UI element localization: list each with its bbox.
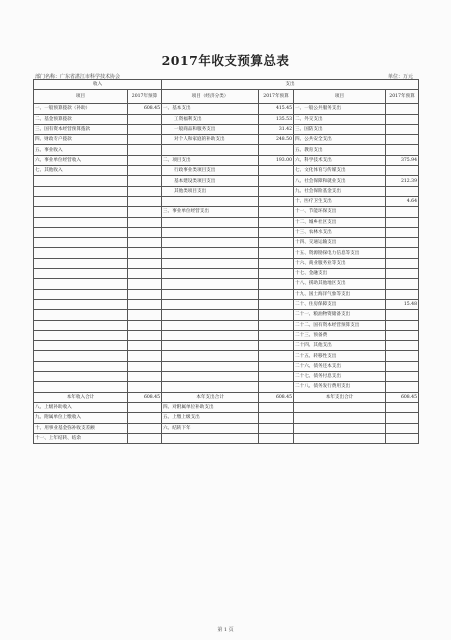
econ-item: 对个人和家庭的补助支出 <box>162 135 259 145</box>
table-row <box>34 320 419 330</box>
func-value <box>386 207 419 217</box>
func-value <box>386 258 419 268</box>
table-row <box>34 186 419 196</box>
income-value <box>128 351 162 361</box>
func-value: 212.39 <box>386 176 419 186</box>
econ-value <box>259 330 294 340</box>
econ-item <box>162 310 259 320</box>
table-row <box>34 423 419 433</box>
income-item <box>34 279 128 289</box>
func-value: 608.45 <box>386 392 419 402</box>
func-item: 五、教育支出 <box>294 145 386 155</box>
func-item: 十四、交通运输支出 <box>294 238 386 248</box>
func-value <box>386 135 419 145</box>
income-value <box>128 135 162 145</box>
func-value <box>386 104 419 114</box>
econ-value <box>259 227 294 237</box>
econ-item: 其他类项目支出 <box>162 186 259 196</box>
table-row <box>34 135 419 145</box>
econ-item: 基本建设类项目支出 <box>162 176 259 186</box>
func-value <box>386 145 419 155</box>
income-value <box>128 186 162 196</box>
income-item <box>34 330 128 340</box>
budget-table <box>33 79 419 444</box>
table-row <box>34 341 419 351</box>
econ-item <box>162 258 259 268</box>
income-value <box>128 433 162 443</box>
econ-item: 三、事业单位经营支出 <box>162 207 259 217</box>
func-item-header: 项目 <box>294 90 386 104</box>
table-row <box>34 299 419 309</box>
table-row <box>34 433 419 443</box>
econ-value <box>259 207 294 217</box>
func-item: 本年支出合计 <box>294 392 386 402</box>
func-value <box>386 330 419 340</box>
income-item <box>34 351 128 361</box>
econ-value <box>259 176 294 186</box>
income-value <box>128 166 162 176</box>
income-item: 八、上级补助收入 <box>34 402 128 412</box>
income-item <box>34 238 128 248</box>
table-row <box>34 114 419 124</box>
income-value <box>128 238 162 248</box>
func-item: 二十四、其他支出 <box>294 341 386 351</box>
income-item <box>34 310 128 320</box>
expenditure-header: 支出 <box>162 80 419 90</box>
income-item <box>34 382 128 392</box>
func-value <box>386 166 419 176</box>
income-value <box>128 248 162 258</box>
econ-item <box>162 227 259 237</box>
func-item: 十九、国土海洋气象等支出 <box>294 289 386 299</box>
func-item: 二十、住房保障支出 <box>294 299 386 309</box>
func-item <box>294 413 386 423</box>
income-item: 本年收入合计 <box>34 392 128 402</box>
econ-value <box>259 269 294 279</box>
page-title: 2017年收支预算总表 <box>161 53 290 68</box>
func-item: 二十七、债务付息支出 <box>294 372 386 382</box>
table-row <box>34 289 419 299</box>
income-item: 四、财政专户拨款 <box>34 135 128 145</box>
func-item: 十一、节能环保支出 <box>294 207 386 217</box>
income-item <box>34 258 128 268</box>
econ-value <box>259 258 294 268</box>
func-value <box>386 372 419 382</box>
econ-item: 本年支出合计 <box>162 392 259 402</box>
econ-item <box>162 372 259 382</box>
income-item: 三、国有资本经营预算拨款 <box>34 124 128 134</box>
func-item: 十六、商业服务业等支出 <box>294 258 386 268</box>
income-item: 二、基金预算拨款 <box>34 114 128 124</box>
table-row <box>34 104 419 114</box>
income-value <box>128 207 162 217</box>
func-value <box>386 248 419 258</box>
income-value <box>128 176 162 186</box>
func-item: 六、科学技术支出 <box>294 155 386 165</box>
table-row <box>34 413 419 423</box>
income-value <box>128 155 162 165</box>
econ-value <box>259 423 294 433</box>
econ-item: 行政事业类项目支出 <box>162 166 259 176</box>
econ-value <box>259 341 294 351</box>
econ-value <box>259 372 294 382</box>
func-item: 十、医疗卫生支出 <box>294 196 386 206</box>
func-item: 十七、金融支出 <box>294 269 386 279</box>
department-name: 部门名称：广东省湛江市科学技术协会 <box>35 74 121 80</box>
income-value <box>128 372 162 382</box>
econ-item: 工资福利支出 <box>162 114 259 124</box>
income-budget-header: 2017年预算 <box>128 90 162 104</box>
func-value <box>386 341 419 351</box>
func-value <box>386 402 419 412</box>
income-item: 五、事业收入 <box>34 145 128 155</box>
func-item: 三、国防支出 <box>294 124 386 134</box>
econ-value: 31.42 <box>259 124 294 134</box>
income-item: 十一、上年结转、结余 <box>34 433 128 443</box>
income-value: 608.45 <box>128 392 162 402</box>
econ-item: 一般商品和服务支出 <box>162 124 259 134</box>
income-value <box>128 196 162 206</box>
income-item <box>34 186 128 196</box>
func-item: 二十五、转移性支出 <box>294 351 386 361</box>
func-value <box>386 433 419 443</box>
income-item <box>34 196 128 206</box>
func-item: 十二、城乡社区支出 <box>294 217 386 227</box>
table-body <box>34 104 419 444</box>
table-row <box>34 227 419 237</box>
econ-item <box>162 269 259 279</box>
income-item <box>34 269 128 279</box>
econ-item <box>162 341 259 351</box>
econ-value <box>259 320 294 330</box>
table-row <box>34 207 419 217</box>
unit-label: 单位：万元 <box>387 74 413 80</box>
econ-value <box>259 186 294 196</box>
income-item <box>34 217 128 227</box>
income-value <box>128 330 162 340</box>
table-row <box>34 382 419 392</box>
table-row <box>34 124 419 134</box>
func-value <box>386 269 419 279</box>
income-value <box>128 145 162 155</box>
income-item: 十、用事业基金弥补收支差额 <box>34 423 128 433</box>
func-item: 二十一、粮油物资储备支出 <box>294 310 386 320</box>
func-item <box>294 423 386 433</box>
income-value: 608.45 <box>128 104 162 114</box>
econ-item <box>162 279 259 289</box>
table-row <box>34 361 419 371</box>
func-item: 七、文化体育与传媒支出 <box>294 166 386 176</box>
func-item: 八、社会保障和就业支出 <box>294 176 386 186</box>
econ-budget-header: 2017年预算 <box>259 90 294 104</box>
income-value <box>128 361 162 371</box>
func-value <box>386 114 419 124</box>
econ-item <box>162 145 259 155</box>
func-value <box>386 413 419 423</box>
table-row <box>34 269 419 279</box>
econ-item <box>162 320 259 330</box>
econ-item: 四、对附属单位补助支出 <box>162 402 259 412</box>
func-item: 二十三、预备费 <box>294 330 386 340</box>
table-row <box>34 238 419 248</box>
income-item <box>34 361 128 371</box>
income-item: 九、附属单位上缴收入 <box>34 413 128 423</box>
income-value <box>128 320 162 330</box>
income-item: 一、一般预算拨款（补助） <box>34 104 128 114</box>
income-value <box>128 299 162 309</box>
econ-value <box>259 413 294 423</box>
econ-value <box>259 196 294 206</box>
econ-value <box>259 361 294 371</box>
func-value <box>386 289 419 299</box>
func-item: 一、一般公共服务支出 <box>294 104 386 114</box>
econ-value <box>259 145 294 155</box>
econ-value <box>259 248 294 258</box>
func-value <box>386 217 419 227</box>
econ-value <box>259 166 294 176</box>
func-value <box>386 361 419 371</box>
econ-item <box>162 382 259 392</box>
econ-value: 415.45 <box>259 104 294 114</box>
income-value <box>128 227 162 237</box>
econ-item <box>162 289 259 299</box>
econ-item: 六、结转下年 <box>162 423 259 433</box>
func-value <box>386 382 419 392</box>
econ-value <box>259 382 294 392</box>
econ-item <box>162 196 259 206</box>
econ-item <box>162 351 259 361</box>
table-row <box>34 145 419 155</box>
func-item: 四、公共安全支出 <box>294 135 386 145</box>
econ-item: 五、上缴上级支出 <box>162 413 259 423</box>
income-value <box>128 217 162 227</box>
econ-value: 135.53 <box>259 114 294 124</box>
econ-value: 248.50 <box>259 135 294 145</box>
econ-item <box>162 361 259 371</box>
table-row <box>34 155 419 165</box>
income-value <box>128 279 162 289</box>
income-item <box>34 289 128 299</box>
econ-item <box>162 330 259 340</box>
econ-value <box>259 279 294 289</box>
income-item <box>34 299 128 309</box>
income-item: 六、事业单位经营收入 <box>34 155 128 165</box>
func-item <box>294 433 386 443</box>
econ-item <box>162 299 259 309</box>
income-value <box>128 423 162 433</box>
econ-value <box>259 351 294 361</box>
table-row <box>34 351 419 361</box>
func-value: 15.48 <box>386 299 419 309</box>
income-value <box>128 382 162 392</box>
income-value <box>128 310 162 320</box>
func-budget-header: 2017年预算 <box>386 90 419 104</box>
income-item <box>34 320 128 330</box>
table-row <box>34 248 419 258</box>
table-row <box>34 176 419 186</box>
func-value <box>386 279 419 289</box>
income-item <box>34 227 128 237</box>
econ-value <box>259 310 294 320</box>
econ-value <box>259 402 294 412</box>
econ-value <box>259 289 294 299</box>
income-value <box>128 114 162 124</box>
econ-item-header: 项目（经济分类） <box>162 90 259 104</box>
table-row <box>34 310 419 320</box>
income-item <box>34 207 128 217</box>
table-row <box>34 392 419 402</box>
func-value <box>386 351 419 361</box>
func-item: 十八、援助其他地区支出 <box>294 279 386 289</box>
econ-item <box>162 238 259 248</box>
econ-value <box>259 433 294 443</box>
func-value <box>386 124 419 134</box>
income-item <box>34 341 128 351</box>
econ-item <box>162 248 259 258</box>
income-item <box>34 248 128 258</box>
table-row <box>34 330 419 340</box>
header-row-2 <box>34 90 419 104</box>
income-header: 收入 <box>34 80 162 90</box>
func-value <box>386 238 419 248</box>
func-item <box>294 402 386 412</box>
func-value <box>386 423 419 433</box>
econ-value <box>259 217 294 227</box>
func-item: 二十八、债务发行费用支出 <box>294 382 386 392</box>
econ-value: 608.45 <box>259 392 294 402</box>
func-value <box>386 186 419 196</box>
func-item: 九、社会保险基金支出 <box>294 186 386 196</box>
econ-item: 二、项目支出 <box>162 155 259 165</box>
income-value <box>128 124 162 134</box>
func-value: 375.94 <box>386 155 419 165</box>
func-value: 4.64 <box>386 196 419 206</box>
func-item: 十五、资源勘探电力信息等支出 <box>294 248 386 258</box>
func-value <box>386 227 419 237</box>
econ-value <box>259 299 294 309</box>
econ-item <box>162 433 259 443</box>
func-item: 二十六、债务还本支出 <box>294 361 386 371</box>
table-row <box>34 258 419 268</box>
income-value <box>128 269 162 279</box>
econ-value <box>259 238 294 248</box>
func-item: 二十二、国有资本经营预算支出 <box>294 320 386 330</box>
func-value <box>386 320 419 330</box>
income-item <box>34 176 128 186</box>
table-row <box>34 372 419 382</box>
econ-item: 一、基本支出 <box>162 104 259 114</box>
func-item: 二、外交支出 <box>294 114 386 124</box>
income-item: 七、其他收入 <box>34 166 128 176</box>
table-row <box>34 166 419 176</box>
income-value <box>128 402 162 412</box>
income-value <box>128 258 162 268</box>
table-row <box>34 402 419 412</box>
income-value <box>128 341 162 351</box>
econ-item <box>162 217 259 227</box>
table-row <box>34 217 419 227</box>
income-item-header: 项目 <box>34 90 128 104</box>
header-row-1 <box>34 80 419 90</box>
func-value <box>386 310 419 320</box>
func-item: 十三、农林水支出 <box>294 227 386 237</box>
income-item <box>34 372 128 382</box>
page-footer: 第 1 页 <box>217 627 234 633</box>
table-row <box>34 279 419 289</box>
econ-value: 193.00 <box>259 155 294 165</box>
table-row <box>34 196 419 206</box>
income-value <box>128 413 162 423</box>
income-value <box>128 289 162 299</box>
